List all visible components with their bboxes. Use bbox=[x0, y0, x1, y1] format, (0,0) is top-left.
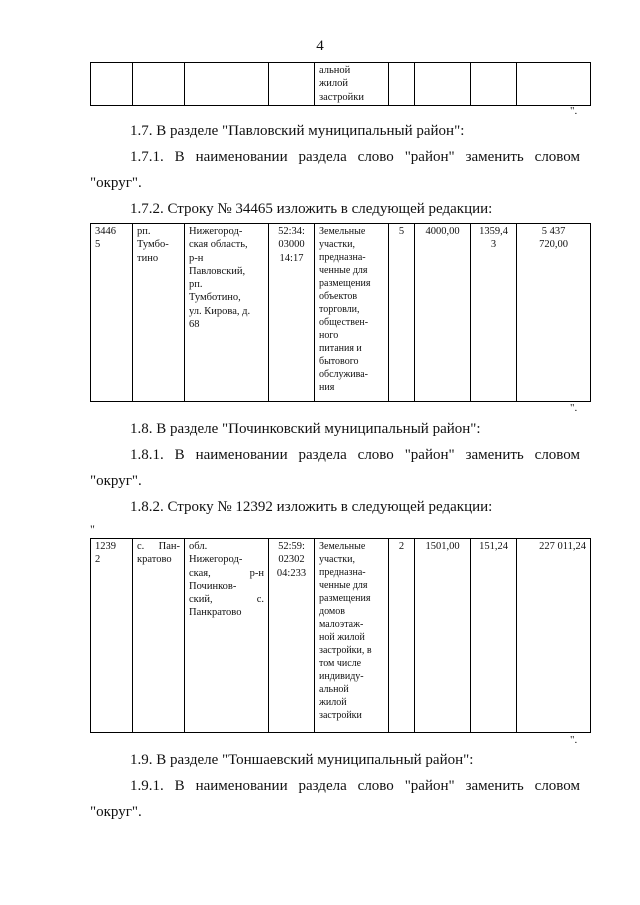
word: В bbox=[174, 778, 185, 794]
word: с. bbox=[137, 541, 145, 552]
table-cell bbox=[133, 63, 185, 106]
word: 1.8.1. bbox=[130, 447, 164, 463]
cadastral-value-cell: 5 437 720,00 bbox=[517, 224, 591, 402]
word: "район" bbox=[404, 778, 455, 794]
table-cell bbox=[471, 63, 517, 106]
word: В bbox=[174, 149, 185, 165]
word: слово bbox=[357, 778, 394, 794]
word: "район" bbox=[404, 149, 455, 165]
word: раздела bbox=[298, 149, 347, 165]
table-cell bbox=[389, 63, 415, 106]
table-row-34465 bbox=[90, 223, 591, 402]
land-use-cell: Земельные участки, предназна- ченные для размещения домов малоэтаж- ной жилой застройки, в том числе индивиду- альной жилой застройки bbox=[315, 539, 389, 733]
word: наименовании bbox=[195, 778, 288, 794]
table-cell bbox=[185, 63, 269, 106]
table-cell bbox=[415, 63, 471, 106]
table-continuation bbox=[90, 62, 591, 106]
locality-line bbox=[137, 540, 180, 553]
word: ская, bbox=[189, 567, 211, 579]
word: ский, bbox=[189, 594, 213, 606]
paragraph-1-8-1 bbox=[130, 446, 580, 464]
closing-quote: ". bbox=[570, 734, 578, 746]
paragraph-1-7-1 bbox=[130, 148, 580, 166]
area-cell: 4000,00 bbox=[415, 224, 471, 402]
word: наименовании bbox=[195, 149, 288, 165]
cadastral-number-cell: 52:59: 02302 04:233 bbox=[269, 539, 315, 733]
page-number: 4 bbox=[316, 38, 324, 54]
word: наименовании bbox=[195, 447, 288, 463]
paragraph-1-8-2: 1.8.2. Строку № 12392 изложить в следующей редакции: bbox=[130, 499, 493, 515]
address-line bbox=[189, 567, 264, 580]
address-line: обл. bbox=[189, 541, 208, 552]
locality-cell: рп. Тумбо- тино bbox=[133, 224, 185, 402]
table-cell bbox=[517, 63, 591, 106]
closing-quote: ". bbox=[570, 402, 578, 414]
word: заменить bbox=[465, 447, 524, 463]
word: словом bbox=[534, 149, 580, 165]
locality-cell bbox=[133, 539, 185, 733]
paragraph-1-8-1-tail: "округ". bbox=[90, 473, 142, 489]
land-use-cell: Земельные участки, предназна- ченные для размещения объектов торговли, обществен- ного питания и бытового обслужива- ния bbox=[315, 224, 389, 402]
word: раздела bbox=[298, 447, 347, 463]
area-cell: 1501,00 bbox=[415, 539, 471, 733]
closing-quote: ". bbox=[570, 105, 578, 117]
opening-quote: " bbox=[90, 522, 95, 536]
cadastral-value-cell: 227 011,24 bbox=[517, 539, 591, 733]
word: слово bbox=[357, 447, 394, 463]
word: с. bbox=[256, 594, 264, 606]
cadastral-number-cell: 52:34: 03000 14:17 bbox=[269, 224, 315, 402]
word: В bbox=[174, 447, 185, 463]
word: р-н bbox=[249, 567, 264, 579]
section-heading-1-8: 1.8. В разделе "Починковский муниципальный район": bbox=[130, 421, 481, 437]
paragraph-1-9-1 bbox=[130, 777, 580, 795]
table-cell bbox=[269, 63, 315, 106]
section-heading-1-9: 1.9. В разделе "Тоншаевский муниципальный район": bbox=[130, 752, 474, 768]
group-cell: 5 bbox=[389, 224, 415, 402]
address-line bbox=[189, 593, 264, 606]
address-line: Нижегород- bbox=[189, 554, 243, 566]
word: словом bbox=[534, 778, 580, 794]
word: заменить bbox=[465, 149, 524, 165]
address-line: Панкратово bbox=[189, 607, 242, 619]
address-cell bbox=[185, 539, 269, 733]
specific-value-cell: 151,24 bbox=[471, 539, 517, 733]
specific-value-cell: 1359,4 3 bbox=[471, 224, 517, 402]
group-cell: 2 bbox=[389, 539, 415, 733]
table-cell: альной жилой застройки bbox=[315, 63, 389, 106]
address-line: Починков- bbox=[189, 580, 237, 592]
locality-line: кратово bbox=[137, 554, 172, 566]
word: словом bbox=[534, 447, 580, 463]
paragraph-1-9-1-tail: "округ". bbox=[90, 804, 142, 820]
word: заменить bbox=[465, 778, 524, 794]
address-cell: Нижегород- ская область, р-н Павловский, рп. Тумботино, ул. Кирова, д. 68 bbox=[185, 224, 269, 402]
table-row-12392 bbox=[90, 538, 591, 733]
word: 1.7.1. bbox=[130, 149, 164, 165]
row-number-cell: 3446 5 bbox=[91, 224, 133, 402]
word: Пан- bbox=[158, 541, 180, 552]
row-number-cell: 1239 2 bbox=[91, 539, 133, 733]
word: 1.9.1. bbox=[130, 778, 164, 794]
section-heading-1-7: 1.7. В разделе "Павловский муниципальный район": bbox=[130, 123, 465, 139]
paragraph-1-7-1-tail: "округ". bbox=[90, 175, 142, 191]
word: "район" bbox=[404, 447, 455, 463]
word: раздела bbox=[298, 778, 347, 794]
paragraph-1-7-2: 1.7.2. Строку № 34465 изложить в следующей редакции: bbox=[130, 201, 493, 217]
word: слово bbox=[357, 149, 394, 165]
table-cell bbox=[91, 63, 133, 106]
